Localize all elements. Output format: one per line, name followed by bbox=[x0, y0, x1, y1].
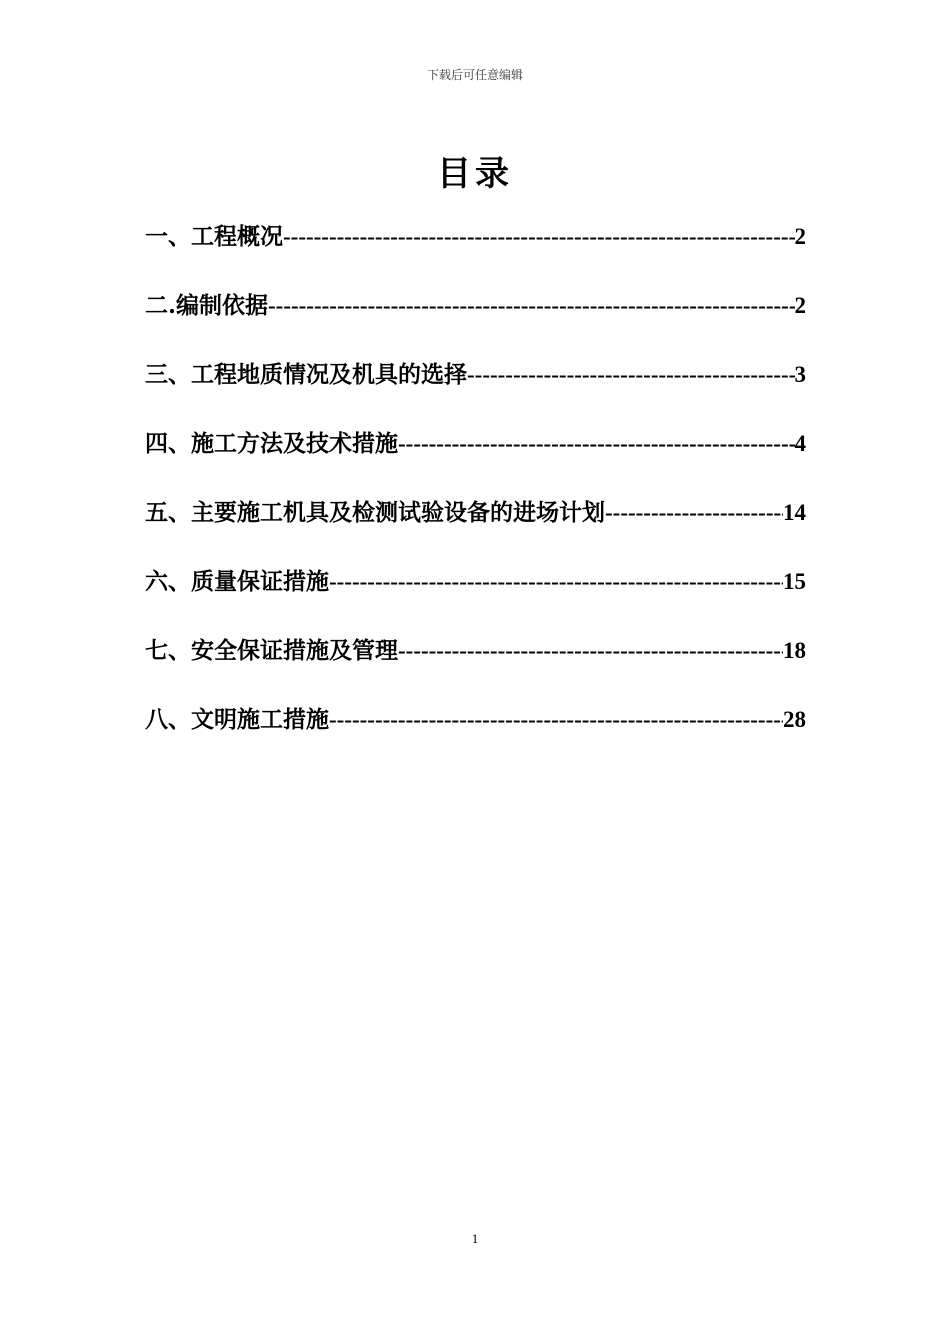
toc-entry-page: 15 bbox=[783, 569, 806, 594]
toc-entry-label: 二.编制依据 bbox=[145, 292, 269, 319]
toc-entry[interactable] bbox=[145, 218, 806, 287]
toc-leader bbox=[329, 707, 783, 733]
page-title: 目录 bbox=[437, 154, 513, 194]
page-number: 1 bbox=[471, 1231, 479, 1246]
table-of-contents bbox=[145, 218, 806, 770]
header-note: 下载后可任意编辑 bbox=[426, 68, 523, 82]
toc-leader bbox=[268, 293, 794, 319]
toc-entry-page: 18 bbox=[783, 638, 806, 663]
toc-entry-label: 六、质量保证措施 bbox=[145, 568, 329, 595]
toc-entry-label: 五、主要施工机具及检测试验设备的进场计划 bbox=[145, 499, 605, 526]
toc-leader bbox=[329, 569, 783, 595]
toc-entry-page: 2 bbox=[794, 224, 806, 249]
toc-leader bbox=[398, 638, 783, 664]
toc-entry[interactable] bbox=[145, 425, 806, 494]
toc-entry-label: 三、工程地质情况及机具的选择 bbox=[145, 361, 467, 388]
toc-entry-label: 一、工程概况 bbox=[145, 223, 283, 250]
toc-leader bbox=[283, 224, 795, 250]
toc-entry-label: 八、文明施工措施 bbox=[145, 706, 329, 733]
toc-entry-page: 2 bbox=[794, 293, 806, 318]
toc-entry[interactable] bbox=[145, 356, 806, 425]
toc-entry[interactable] bbox=[145, 563, 806, 632]
toc-entry-page: 14 bbox=[783, 500, 806, 525]
toc-leader bbox=[605, 500, 783, 526]
toc-entry[interactable] bbox=[145, 632, 806, 701]
toc-entry[interactable] bbox=[145, 494, 806, 563]
toc-entry-label: 七、安全保证措施及管理 bbox=[145, 637, 398, 664]
toc-entry-label: 四、施工方法及技术措施 bbox=[145, 430, 398, 457]
toc-leader bbox=[467, 362, 795, 388]
toc-entry[interactable] bbox=[145, 287, 806, 356]
toc-entry-page: 4 bbox=[794, 431, 806, 456]
toc-entry[interactable] bbox=[145, 701, 806, 770]
toc-leader bbox=[398, 431, 795, 457]
toc-entry-page: 28 bbox=[783, 707, 806, 732]
toc-entry-page: 3 bbox=[794, 362, 806, 387]
